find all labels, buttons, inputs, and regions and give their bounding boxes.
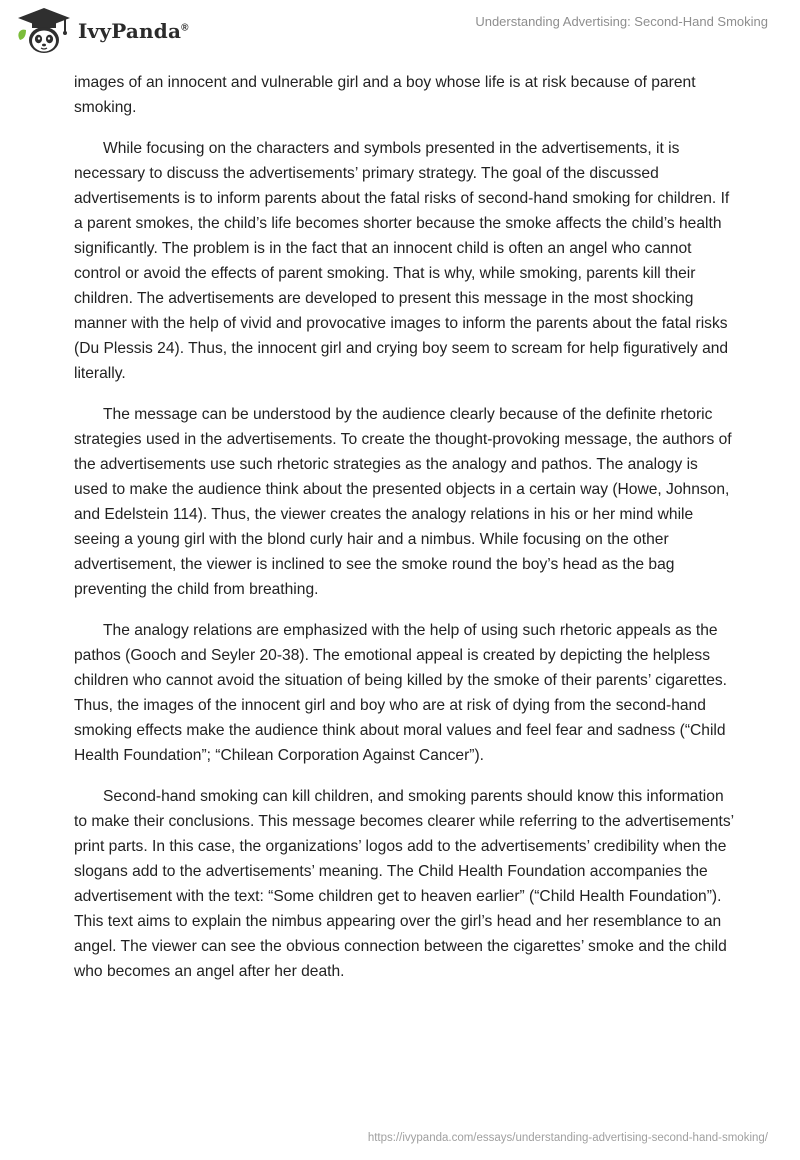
page-header (0, 0, 800, 64)
paragraph-3: The message can be understood by the audience clearly because of the definite rhetoric strategies used in the advertisements. To create the thought-provoking message, the authors of the advertisements use such rhetoric strategies as the analogy and pathos. The analogy is used to make the audience think about the presented objects in a certain way (Howe, Johnson, and Edelstein 114). Thus, the viewer creates the analogy relations in his or her mind while seeing a young girl with the blond curly hair and a nimbus. While focusing on the other advertisement, the viewer is inclined to see the smoke round the boy’s head as the bag preventing the child from breathing. (74, 406, 732, 598)
paragraph-5: Second-hand smoking can kill children, and smoking parents should know this information to make their conclusions. This message becomes clearer while referring to the advertisements’ print parts. In this case, the organizations’ logos add to the advertisements’ credibility when the slogans add to the advertisements’ meaning. The Child Health Foundation accompanies the advertisement with the text: “Some children get to heaven earlier” (“Child Health Foundation”). This text aims to explain the nimbus appearing over the girl’s head and her resemblance to an angel. The viewer can see the obvious connection between the cigarettes’ smoke and the child who becomes an angel after her death. (74, 788, 734, 980)
registered-mark: ® (181, 22, 189, 34)
source-url[interactable]: https://ivypanda.com/essays/understanding-advertising-second-hand-smoking/ (367, 1132, 768, 1144)
brand-name: IvyPanda® (78, 19, 189, 43)
brand-logo[interactable] (14, 6, 189, 56)
paragraph-2: While focusing on the characters and symbols presented in the advertisements, it is necessary to discuss the advertisements’ primary strategy. The goal of the discussed advertisements is to inform parents about the fatal risks of second-hand smoking for children. If a parent smokes, the child’s life becomes shorter because the smoke affects the child’s health significantly. The problem is in the fact that an innocent child is often an angel who cannot control or avoid the effects of parent smoking. That is why, while smoking, parents kill their children. The advertisements are developed to present this message in the most shocking manner with the help of vivid and provocative images to inform the parents about the fatal risks (Du Plessis 24). Thus, the innocent girl and crying boy seem to scream for help figuratively and literally. (74, 140, 730, 382)
paragraph-4: The analogy relations are emphasized with the help of using such rhetoric appeals as the pathos (Gooch and Seyler 20-38). The emotional appeal is created by depicting the helpless children who cannot avoid the situation of being killed by the smoke of their parents’ cigarettes. Thus, the images of the innocent girl and boy who are at risk of dying from the second-hand smoking effects make the audience think about moral values and feel fear and sadness (“Child Health Foundation”; “Chilean Corporation Against Cancer”). (74, 622, 728, 764)
panda-graduate-icon (14, 6, 74, 56)
document-title: Understanding Advertising: Second-Hand Smoking (475, 14, 768, 29)
paragraph-1: images of an innocent and vulnerable girl and a boy whose life is at risk because of parent smoking. (74, 74, 696, 116)
essay-body (74, 70, 734, 1000)
